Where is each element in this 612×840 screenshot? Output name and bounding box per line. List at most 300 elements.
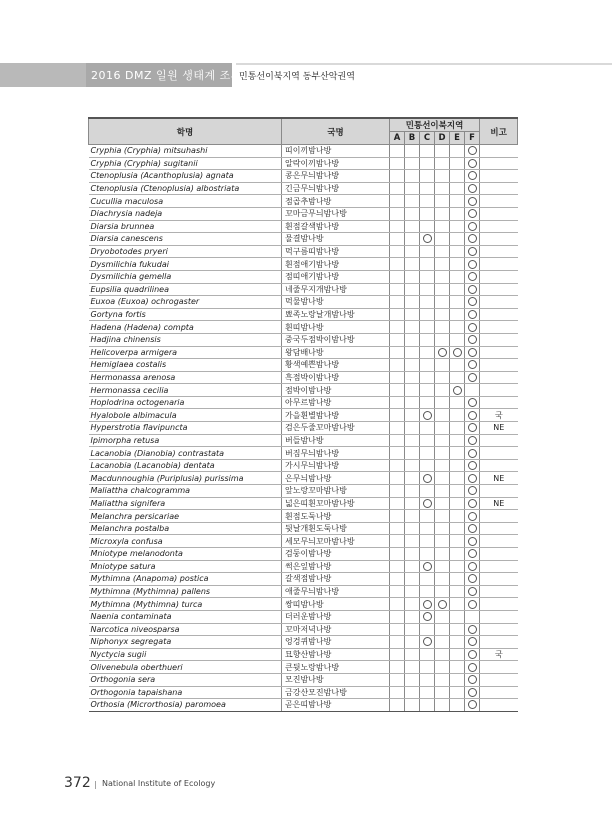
site-f-cell [465,472,480,485]
site-c-cell [420,472,435,485]
table-row [89,447,518,460]
site-e-cell [450,333,465,346]
site-f-cell [465,170,480,183]
scientific-name-cell: Hadjina chinensis [89,333,282,346]
table-row [89,485,518,498]
site-c-cell [420,422,435,435]
scientific-name-cell: Orthogonia sera [89,673,282,686]
presence-circle-icon [468,423,477,432]
scientific-name-cell: Hyalobole albimacula [89,409,282,422]
table-row [89,308,518,321]
footer-separator: | [94,780,97,789]
scientific-name-cell: Hadena (Hadena) compta [89,321,282,334]
site-d-cell [435,233,450,246]
site-e-cell [450,485,465,498]
presence-circle-icon [468,436,477,445]
site-b-cell [405,434,420,447]
note-cell [480,673,518,686]
site-d-cell [435,245,450,258]
site-c-cell [420,648,435,661]
presence-circle-icon [468,335,477,344]
site-d-cell [435,610,450,623]
site-f-cell [465,396,480,409]
site-d-cell [435,283,450,296]
korean-name-cell: 물결밤나방 [282,233,390,246]
note-cell [480,220,518,233]
site-b-cell [405,497,420,510]
site-c-cell [420,560,435,573]
site-b-cell [405,359,420,372]
scientific-name-cell: Dysmilichia gemella [89,270,282,283]
table-row [89,497,518,510]
site-a-cell [390,686,405,699]
site-d-cell [435,409,450,422]
site-a-cell [390,170,405,183]
korean-name-cell: 뾰족노랑날개밤나방 [282,308,390,321]
site-d-cell [435,623,450,636]
presence-circle-icon [468,373,477,382]
site-a-cell [390,699,405,712]
site-a-cell [390,447,405,460]
site-b-cell [405,610,420,623]
site-f-cell [465,409,480,422]
site-d-cell [435,673,450,686]
table-row [89,522,518,535]
table-row [89,333,518,346]
presence-circle-icon [468,348,477,357]
site-f-cell [465,610,480,623]
presence-circle-icon [468,524,477,533]
site-e-cell [450,573,465,586]
site-e-cell [450,233,465,246]
site-e-cell [450,535,465,548]
presence-circle-icon [468,637,477,646]
site-c-cell [420,699,435,712]
korean-name-cell: 썩은잎밤나방 [282,560,390,573]
presence-circle-icon [468,222,477,231]
note-cell [480,661,518,674]
note-cell [480,207,518,220]
site-e-cell [450,220,465,233]
table-row [89,359,518,372]
site-b-cell [405,510,420,523]
site-b-cell [405,233,420,246]
presence-circle-icon [468,209,477,218]
header-subtitle: 민통선이북지역 동부산악권역 [239,72,355,82]
table-header-row [89,118,518,132]
scientific-name-cell: Lacanobia (Lacanobia) dentata [89,459,282,472]
table-row [89,636,518,649]
site-c-cell [420,270,435,283]
scientific-name-cell: Orthogonia tapaishana [89,686,282,699]
note-cell: NE [480,472,518,485]
korean-name-cell: 흰점애기밤나방 [282,258,390,271]
site-f-cell [465,371,480,384]
site-d-cell [435,346,450,359]
site-c-cell [420,661,435,674]
site-d-cell [435,270,450,283]
table-row [89,321,518,334]
site-c-cell [420,434,435,447]
site-d-cell [435,548,450,561]
site-a-cell [390,485,405,498]
site-e-cell [450,548,465,561]
site-f-cell [465,686,480,699]
presence-circle-icon [453,348,462,357]
scientific-name-cell: Diarsia canescens [89,233,282,246]
site-b-cell [405,396,420,409]
korean-name-cell: 점띠애기밤나방 [282,270,390,283]
note-cell [480,233,518,246]
site-f-cell [465,673,480,686]
site-a-cell [390,308,405,321]
korean-name-cell: 아무르밤나방 [282,396,390,409]
site-e-cell [450,699,465,712]
site-b-cell [405,535,420,548]
site-d-cell [435,308,450,321]
presence-circle-icon [468,398,477,407]
site-e-cell [450,371,465,384]
table-row [89,396,518,409]
col-header-site-e: E [450,132,465,145]
note-cell [480,258,518,271]
site-b-cell [405,485,420,498]
korean-name-cell: 흰띠밤나방 [282,321,390,334]
site-f-cell [465,308,480,321]
site-b-cell [405,207,420,220]
header-rule [236,63,612,65]
scientific-name-cell: Diachrysia nadeja [89,207,282,220]
korean-name-cell: 가시무늬밤나방 [282,459,390,472]
table-row [89,510,518,523]
site-d-cell [435,157,450,170]
site-c-cell [420,182,435,195]
site-f-cell [465,510,480,523]
site-f-cell [465,233,480,246]
site-b-cell [405,573,420,586]
site-d-cell [435,182,450,195]
site-b-cell [405,296,420,309]
site-d-cell [435,396,450,409]
note-cell [480,598,518,611]
site-c-cell [420,145,435,158]
note-cell [480,560,518,573]
site-e-cell [450,384,465,397]
presence-circle-icon [468,625,477,634]
presence-circle-icon [423,499,432,508]
scientific-name-cell: Cryphia (Cryphia) sugitanii [89,157,282,170]
site-c-cell [420,510,435,523]
scientific-name-cell: Maliattha signifera [89,497,282,510]
korean-name-cell: 더러운밤나방 [282,610,390,623]
site-b-cell [405,145,420,158]
site-b-cell [405,346,420,359]
site-f-cell [465,283,480,296]
scientific-name-cell: Macdunnoughia (Puriplusia) purissima [89,472,282,485]
presence-circle-icon [468,146,477,155]
site-c-cell [420,610,435,623]
site-f-cell [465,485,480,498]
korean-name-cell: 중국두점박이밤나방 [282,333,390,346]
note-cell [480,396,518,409]
table-row [89,686,518,699]
site-a-cell [390,195,405,208]
site-c-cell [420,170,435,183]
site-c-cell [420,283,435,296]
site-a-cell [390,673,405,686]
site-d-cell [435,296,450,309]
presence-circle-icon [423,411,432,420]
korean-name-cell: 넓은띠흰꼬마밤나방 [282,497,390,510]
korean-name-cell: 알락이끼밤나방 [282,157,390,170]
site-e-cell [450,673,465,686]
site-c-cell [420,522,435,535]
korean-name-cell: 금강산모진밤나방 [282,686,390,699]
site-e-cell [450,510,465,523]
presence-circle-icon [468,512,477,521]
site-b-cell [405,548,420,561]
site-e-cell [450,308,465,321]
korean-name-cell: 먹구름띠밤나방 [282,245,390,258]
table-row [89,422,518,435]
presence-circle-icon [468,285,477,294]
site-a-cell [390,333,405,346]
scientific-name-cell: Mniotype melanodonta [89,548,282,561]
scientific-name-cell: Nyctycia sugii [89,648,282,661]
site-a-cell [390,321,405,334]
presence-circle-icon [468,272,477,281]
note-cell [480,270,518,283]
presence-circle-icon [423,612,432,621]
site-c-cell [420,157,435,170]
site-c-cell [420,346,435,359]
korean-name-cell: 모진밤나방 [282,673,390,686]
site-f-cell [465,459,480,472]
korean-name-cell: 긴금무늬밤나방 [282,182,390,195]
col-header-region-group: 민통선이북지역 [390,118,480,132]
site-e-cell [450,182,465,195]
species-table [88,117,518,712]
site-c-cell [420,245,435,258]
col-header-site-d: D [435,132,450,145]
site-d-cell [435,560,450,573]
site-f-cell [465,548,480,561]
site-f-cell [465,270,480,283]
scientific-name-cell: Eupsilia quadrilinea [89,283,282,296]
korean-name-cell: 흰점갈색밤나방 [282,220,390,233]
site-a-cell [390,560,405,573]
site-b-cell [405,560,420,573]
site-c-cell [420,485,435,498]
note-cell [480,371,518,384]
presence-circle-icon [468,600,477,609]
site-b-cell [405,585,420,598]
site-a-cell [390,623,405,636]
table-row [89,233,518,246]
site-f-cell [465,195,480,208]
scientific-name-cell: Ctenoplusia (Ctenoplusia) albostriata [89,182,282,195]
note-cell [480,636,518,649]
table-row [89,270,518,283]
note-cell [480,573,518,586]
korean-name-cell: 뒷날개흰도둑나방 [282,522,390,535]
note-cell: NE [480,497,518,510]
table-row [89,384,518,397]
site-a-cell [390,548,405,561]
presence-circle-icon [468,461,477,470]
site-f-cell [465,623,480,636]
table-row [89,220,518,233]
site-b-cell [405,598,420,611]
site-a-cell [390,371,405,384]
table-row [89,623,518,636]
note-cell [480,157,518,170]
korean-name-cell: 세모무늬꼬마밤나방 [282,535,390,548]
presence-circle-icon [468,700,477,709]
table-row [89,371,518,384]
korean-name-cell: 애줄무늬밤나방 [282,585,390,598]
korean-name-cell: 흑점박이밤나방 [282,371,390,384]
scientific-name-cell: Hermonassa cecilia [89,384,282,397]
table-row [89,459,518,472]
korean-name-cell: 곧은띠밤나방 [282,699,390,712]
presence-circle-icon [468,260,477,269]
site-c-cell [420,673,435,686]
site-b-cell [405,270,420,283]
presence-circle-icon [468,562,477,571]
table-row [89,283,518,296]
presence-circle-icon [468,310,477,319]
presence-circle-icon [468,499,477,508]
site-a-cell [390,283,405,296]
note-cell [480,296,518,309]
site-a-cell [390,245,405,258]
table-row [89,573,518,586]
table-row [89,598,518,611]
site-a-cell [390,434,405,447]
site-b-cell [405,447,420,460]
site-f-cell [465,157,480,170]
site-d-cell [435,573,450,586]
korean-name-cell: 큰뒷노랑밤나방 [282,661,390,674]
site-b-cell [405,522,420,535]
presence-circle-icon [438,348,447,357]
site-a-cell [390,610,405,623]
site-d-cell [435,333,450,346]
site-d-cell [435,598,450,611]
presence-circle-icon [423,474,432,483]
note-cell [480,283,518,296]
site-c-cell [420,396,435,409]
site-f-cell [465,535,480,548]
site-d-cell [435,207,450,220]
site-d-cell [435,422,450,435]
site-f-cell [465,220,480,233]
scientific-name-cell: Lacanobia (Dianobia) contrastata [89,447,282,460]
site-e-cell [450,283,465,296]
presence-circle-icon [468,549,477,558]
note-cell [480,321,518,334]
col-header-site-f: F [465,132,480,145]
note-cell [480,485,518,498]
note-cell [480,510,518,523]
site-c-cell [420,258,435,271]
site-a-cell [390,497,405,510]
note-cell [480,585,518,598]
site-f-cell [465,497,480,510]
scientific-name-cell: Olivenebula oberthueri [89,661,282,674]
site-d-cell [435,384,450,397]
table-row [89,346,518,359]
presence-circle-icon [468,587,477,596]
page-number: 372 [64,775,91,791]
site-d-cell [435,472,450,485]
col-header-note: 비고 [480,118,518,145]
site-a-cell [390,522,405,535]
korean-name-cell: 점곱추밤나방 [282,195,390,208]
site-e-cell [450,195,465,208]
site-d-cell [435,447,450,460]
site-e-cell [450,472,465,485]
korean-name-cell: 은무늬밤나방 [282,472,390,485]
site-b-cell [405,384,420,397]
note-cell [480,182,518,195]
site-a-cell [390,510,405,523]
site-a-cell [390,648,405,661]
korean-name-cell: 꼬마저녁나방 [282,623,390,636]
site-d-cell [435,648,450,661]
site-d-cell [435,535,450,548]
note-cell [480,447,518,460]
scientific-name-cell: Cryphia (Cryphia) mitsuhashi [89,145,282,158]
scientific-name-cell: Cucullia maculosa [89,195,282,208]
presence-circle-icon [468,297,477,306]
table-row [89,434,518,447]
site-d-cell [435,485,450,498]
presence-circle-icon [468,486,477,495]
site-e-cell [450,459,465,472]
scientific-name-cell: Narcotica niveosparsa [89,623,282,636]
site-f-cell [465,145,480,158]
site-e-cell [450,661,465,674]
site-d-cell [435,145,450,158]
note-cell: NE [480,422,518,435]
note-cell [480,522,518,535]
site-b-cell [405,686,420,699]
site-e-cell [450,610,465,623]
site-e-cell [450,497,465,510]
site-f-cell [465,321,480,334]
presence-circle-icon [438,600,447,609]
site-f-cell [465,207,480,220]
note-cell [480,245,518,258]
site-c-cell [420,308,435,321]
site-c-cell [420,409,435,422]
site-b-cell [405,422,420,435]
site-b-cell [405,308,420,321]
site-a-cell [390,459,405,472]
korean-name-cell: 쌍띠밤나방 [282,598,390,611]
site-a-cell [390,598,405,611]
korean-name-cell: 띠이끼밤나방 [282,145,390,158]
site-d-cell [435,661,450,674]
presence-circle-icon [468,234,477,243]
site-d-cell [435,371,450,384]
site-a-cell [390,145,405,158]
site-b-cell [405,170,420,183]
presence-circle-icon [468,650,477,659]
site-c-cell [420,548,435,561]
